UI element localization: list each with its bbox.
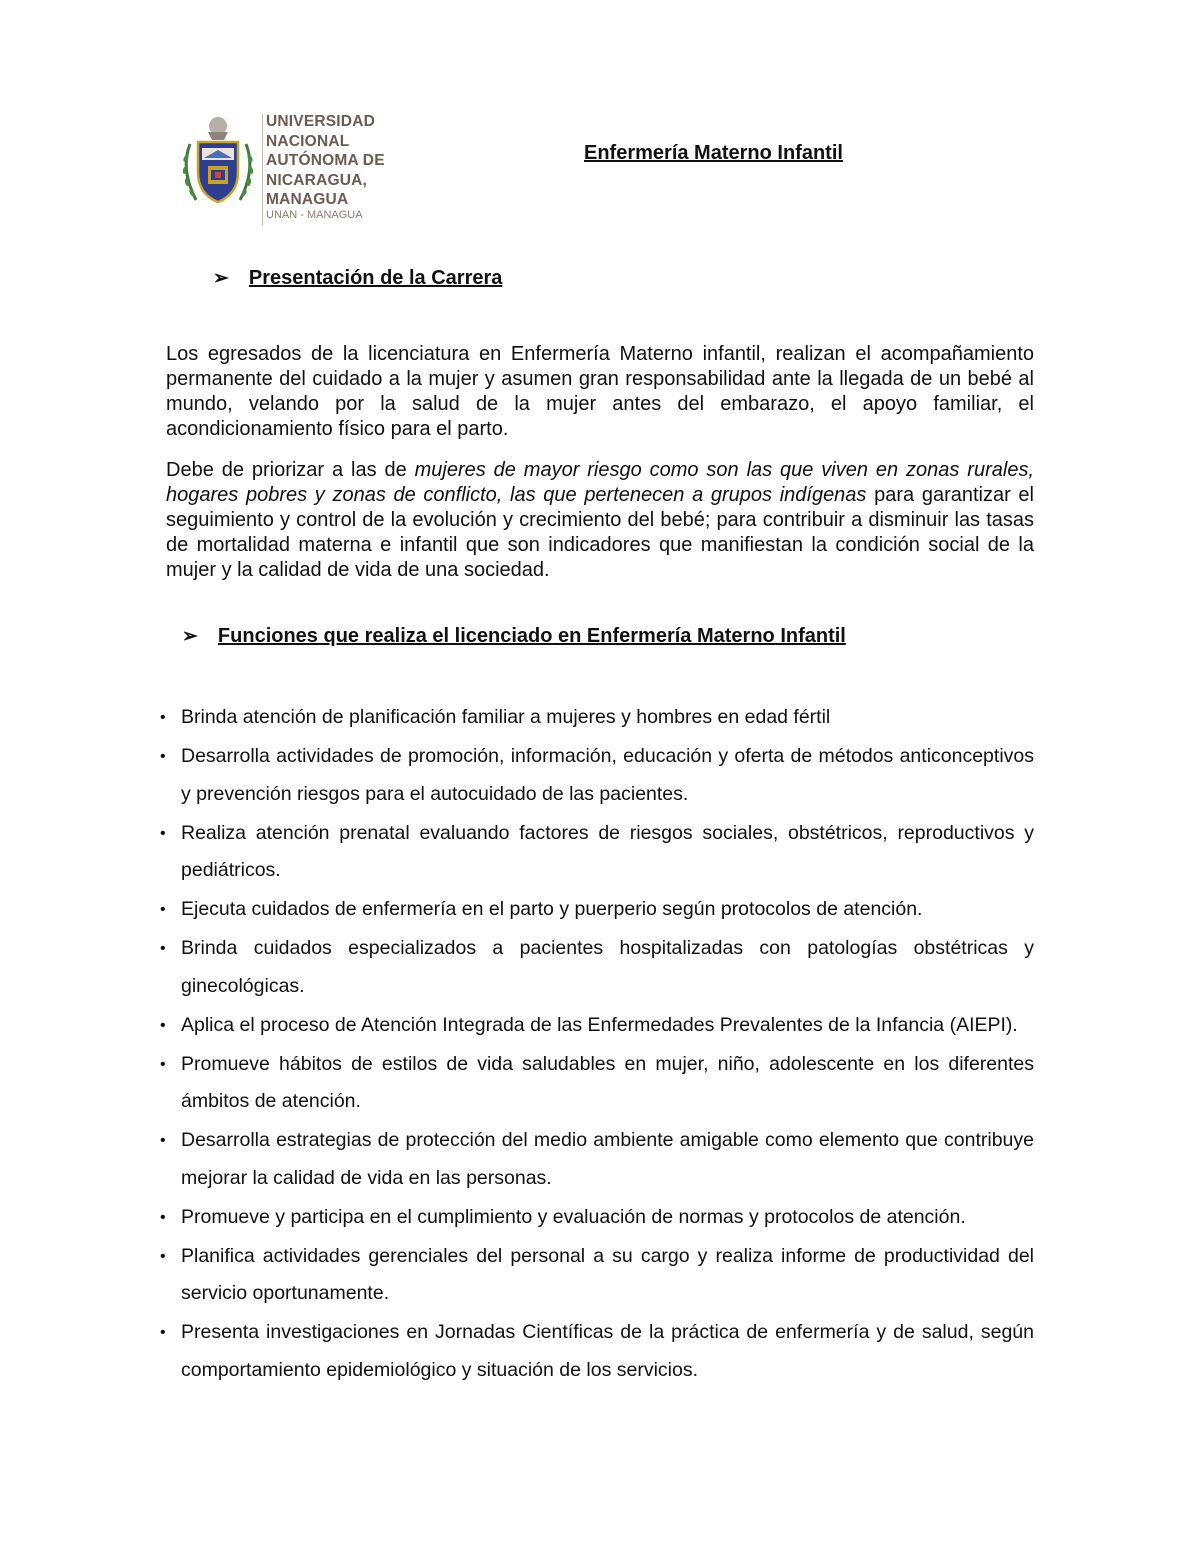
paragraph-text: Debe de priorizar a las de [166, 459, 415, 481]
arrowhead-bullet-icon: ➢ [182, 626, 198, 647]
list-item-text: Aplica el proceso de Atención Integrada de las Enfermedades Prevalentes de la Infancia (AIEPI). [181, 1013, 1018, 1036]
list-item [160, 815, 1034, 890]
round-bullet-icon: • [160, 1208, 166, 1226]
round-bullet-icon: • [160, 748, 166, 765]
logo-line: NICARAGUA, [266, 171, 368, 189]
round-bullet-icon: • [160, 940, 166, 957]
section-heading-text: Presentación de la Carrera [248, 267, 503, 289]
list-item-text: Ejecuta cuidados de enfermería en el parto y puerperio según protocolos de atención. [181, 898, 923, 920]
list-item [160, 1199, 1034, 1237]
logo-subtitle: UNAN - MANAGUA [266, 209, 363, 221]
list-item-text: Desarrolla estrategias de protección del medio ambiente amigable como elemento que contribuye mejorar la calidad de vida en las personas. [181, 1129, 1034, 1189]
round-bullet-icon: • [160, 1324, 166, 1341]
list-item [160, 930, 1034, 1005]
logo-line: NACIONAL [266, 132, 350, 150]
list-item [160, 1122, 1034, 1197]
list-item [160, 738, 1034, 813]
list-item [160, 1314, 1034, 1389]
paragraph: Los egresados de la licenciatura en Enfermería Materno infantil, realizan el acompañamiento permanente del cuidado a la mujer y asumen gran responsabilidad ante la llegada de un bebé al mundo, velando por la salud de la mujer antes del embarazo, el apoyo familiar, el acondicionamiento físico para el parto. [166, 343, 1034, 440]
list-item-text: Promueve y participa en el cumplimiento y evaluación de normas y protocolos de atención. [181, 1205, 966, 1228]
functions-list [160, 699, 1034, 1391]
list-item-text: Promueve hábitos de estilos de vida saludables en mujer, niño, adolescente en los diferentes ámbitos de atención. [181, 1052, 1034, 1112]
paragraph-italic-text: mujeres de mayor riesgo como son las que viven en zonas rurales, hogares pobres y zonas de conflicto, las que pertenecen a grupos indígenas [166, 459, 1034, 506]
university-crest-icon [178, 114, 258, 210]
list-item-text: Planifica actividades gerenciales del personal a su cargo y realiza informe de productividad del servicio oportunamente. [181, 1244, 1034, 1304]
arrowhead-bullet-icon: ➢ [213, 268, 229, 289]
list-item-text: Realiza atención prenatal evaluando factores de riesgos sociales, obstétricos, reproductivos y pediátricos. [181, 821, 1034, 881]
list-item-text: Presenta investigaciones en Jornadas Científicas de la práctica de enfermería y de salud, según comportamiento epidemiológico y situación de los servicios. [181, 1321, 1034, 1381]
list-item [160, 891, 1034, 929]
round-bullet-icon: • [160, 901, 166, 918]
list-item [160, 1238, 1034, 1313]
round-bullet-icon: • [160, 1016, 166, 1034]
logo-divider [262, 114, 263, 226]
logo-line: UNIVERSIDAD [266, 113, 375, 130]
list-item [160, 1007, 1034, 1045]
section-heading-presentacion [213, 267, 502, 290]
round-bullet-icon: • [160, 1132, 166, 1149]
round-bullet-icon: • [160, 1055, 166, 1073]
list-item [160, 699, 1034, 737]
university-logo [178, 108, 398, 223]
section-heading-funciones [182, 625, 846, 648]
round-bullet-icon: • [160, 709, 166, 726]
list-item-text: Brinda atención de planificación familiar a mujeres y hombres en edad fértil [181, 706, 831, 728]
round-bullet-icon: • [160, 1247, 166, 1265]
list-item [160, 1046, 1034, 1121]
paragraph [166, 458, 1034, 583]
logo-line: AUTÓNOMA DE [266, 152, 385, 169]
logo-wordmark [266, 112, 385, 210]
page-title: Enfermería Materno Infantil [584, 142, 843, 164]
section-heading-text: Funciones que realiza el licenciado en Enfermería Materno Infantil [217, 625, 846, 647]
paragraph-text: para garantizar el seguimiento y control de la evolución y crecimiento del bebé; para contribuir a disminuir las tasas de mortalidad materna e infantil que son indicadores que manifiestan la condición social de la mujer y la calidad de vida de una sociedad. [166, 484, 1034, 581]
round-bullet-icon: • [160, 824, 166, 842]
list-item-text: Brinda cuidados especializados a pacientes hospitalizadas con patologías obstétricas y ginecológicas. [181, 937, 1034, 997]
list-item-text: Desarrolla actividades de promoción, información, educación y oferta de métodos anticonceptivos y prevención riesgos para el autocuidado de las pacientes. [181, 745, 1034, 805]
logo-line: MANAGUA [266, 191, 349, 208]
